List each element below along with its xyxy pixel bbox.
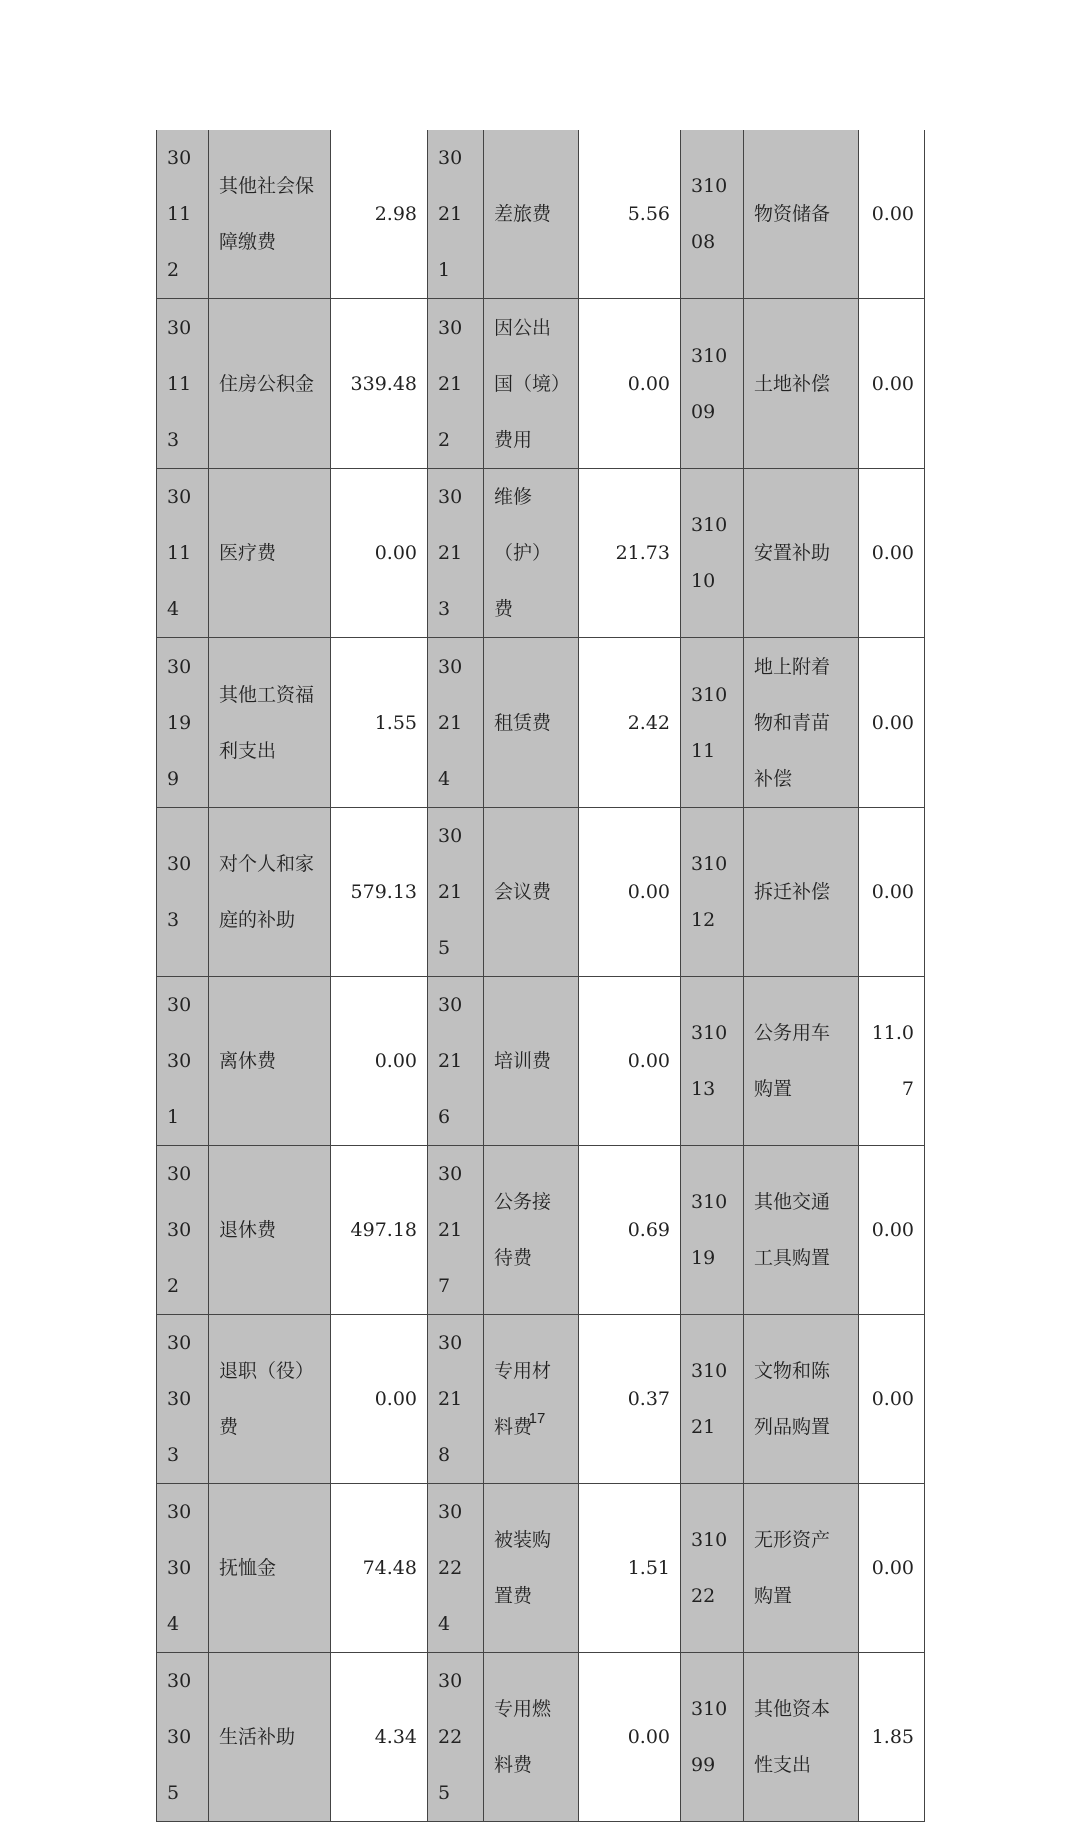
item-code: 30301: [157, 977, 209, 1146]
item-code: 30302: [157, 1146, 209, 1315]
item-amount: 0.00: [859, 299, 925, 469]
item-name: 住房公积金: [209, 299, 331, 469]
item-amount: 0.00: [579, 1653, 681, 1822]
item-amount: 579.13: [331, 808, 428, 977]
item-code: 31022: [681, 1484, 744, 1653]
item-code: 30225: [428, 1653, 484, 1822]
item-code: 303: [157, 808, 209, 977]
item-code: 30214: [428, 638, 484, 808]
item-amount: 0.37: [579, 1315, 681, 1484]
item-name: 地上附着物和青苗补偿: [744, 638, 859, 808]
item-code: 30303: [157, 1315, 209, 1484]
item-code: 31013: [681, 977, 744, 1146]
item-code: 30305: [157, 1653, 209, 1822]
item-amount: 0.00: [579, 299, 681, 469]
item-code: 31011: [681, 638, 744, 808]
item-name: 公务接待费: [484, 1146, 579, 1315]
item-name: 文物和陈列品购置: [744, 1315, 859, 1484]
item-name: 抚恤金: [209, 1484, 331, 1653]
item-amount: 11.07: [859, 977, 925, 1146]
item-name: 因公出国（境）费用: [484, 299, 579, 469]
item-amount: 0.00: [859, 130, 925, 299]
item-amount: 0.69: [579, 1146, 681, 1315]
item-amount: 0.00: [579, 977, 681, 1146]
item-code: 30211: [428, 130, 484, 299]
table-row: [157, 808, 925, 977]
item-amount: 2.98: [331, 130, 428, 299]
item-name: 安置补助: [744, 469, 859, 638]
item-code: 30213: [428, 469, 484, 638]
item-amount: 21.73: [579, 469, 681, 638]
item-name: 离休费: [209, 977, 331, 1146]
item-name: 其他交通工具购置: [744, 1146, 859, 1315]
item-amount: 0.00: [579, 808, 681, 977]
item-amount: 0.00: [859, 469, 925, 638]
item-amount: 0.00: [859, 1315, 925, 1484]
item-code: 30224: [428, 1484, 484, 1653]
item-amount: 0.00: [859, 1484, 925, 1653]
item-code: 30216: [428, 977, 484, 1146]
item-name: 其他资本性支出: [744, 1653, 859, 1822]
table-row: [157, 1653, 925, 1822]
item-name: 租赁费: [484, 638, 579, 808]
item-code: 31010: [681, 469, 744, 638]
item-name: 拆迁补偿: [744, 808, 859, 977]
item-amount: 0.00: [859, 808, 925, 977]
table-row: [157, 977, 925, 1146]
page-number: 17: [528, 1410, 546, 1427]
item-amount: 0.00: [331, 977, 428, 1146]
item-amount: 2.42: [579, 638, 681, 808]
item-name: 土地补偿: [744, 299, 859, 469]
item-name: 专用燃料费: [484, 1653, 579, 1822]
item-amount: 4.34: [331, 1653, 428, 1822]
table-row: [157, 1315, 925, 1484]
table-row: [157, 1146, 925, 1315]
item-code: 30217: [428, 1146, 484, 1315]
item-amount: 0.00: [331, 469, 428, 638]
item-code: 30215: [428, 808, 484, 977]
item-code: 30112: [157, 130, 209, 299]
item-code: 31009: [681, 299, 744, 469]
item-amount: 1.85: [859, 1653, 925, 1822]
item-name: 会议费: [484, 808, 579, 977]
item-name: 医疗费: [209, 469, 331, 638]
table-row: [157, 469, 925, 638]
item-name: 对个人和家庭的补助: [209, 808, 331, 977]
item-code: 30114: [157, 469, 209, 638]
item-amount: 0.00: [859, 638, 925, 808]
item-name: 物资储备: [744, 130, 859, 299]
table-row: [157, 1484, 925, 1653]
table-row: [157, 130, 925, 299]
item-amount: 1.55: [331, 638, 428, 808]
item-name: 被装购置费: [484, 1484, 579, 1653]
item-amount: 497.18: [331, 1146, 428, 1315]
item-code: 30304: [157, 1484, 209, 1653]
table-row: [157, 638, 925, 808]
item-code: 31012: [681, 808, 744, 977]
table-row: [157, 299, 925, 469]
item-code: 30218: [428, 1315, 484, 1484]
expenditure-table: [156, 130, 925, 1822]
item-amount: 339.48: [331, 299, 428, 469]
item-name: 公务用车购置: [744, 977, 859, 1146]
item-name: 其他社会保障缴费: [209, 130, 331, 299]
item-name: 退休费: [209, 1146, 331, 1315]
item-name: 专用材料费: [484, 1315, 579, 1484]
item-code: 30113: [157, 299, 209, 469]
item-amount: 5.56: [579, 130, 681, 299]
item-amount: 1.51: [579, 1484, 681, 1653]
item-amount: 74.48: [331, 1484, 428, 1653]
item-name: 差旅费: [484, 130, 579, 299]
item-code: 30212: [428, 299, 484, 469]
item-name: 维修（护）费: [484, 469, 579, 638]
item-code: 31019: [681, 1146, 744, 1315]
item-name: 其他工资福利支出: [209, 638, 331, 808]
item-name: 无形资产购置: [744, 1484, 859, 1653]
item-amount: 0.00: [859, 1146, 925, 1315]
item-code: 31099: [681, 1653, 744, 1822]
item-name: 培训费: [484, 977, 579, 1146]
item-name: 生活补助: [209, 1653, 331, 1822]
item-code: 31021: [681, 1315, 744, 1484]
item-code: 31008: [681, 130, 744, 299]
item-code: 30199: [157, 638, 209, 808]
item-name: 退职（役）费: [209, 1315, 331, 1484]
item-amount: 0.00: [331, 1315, 428, 1484]
